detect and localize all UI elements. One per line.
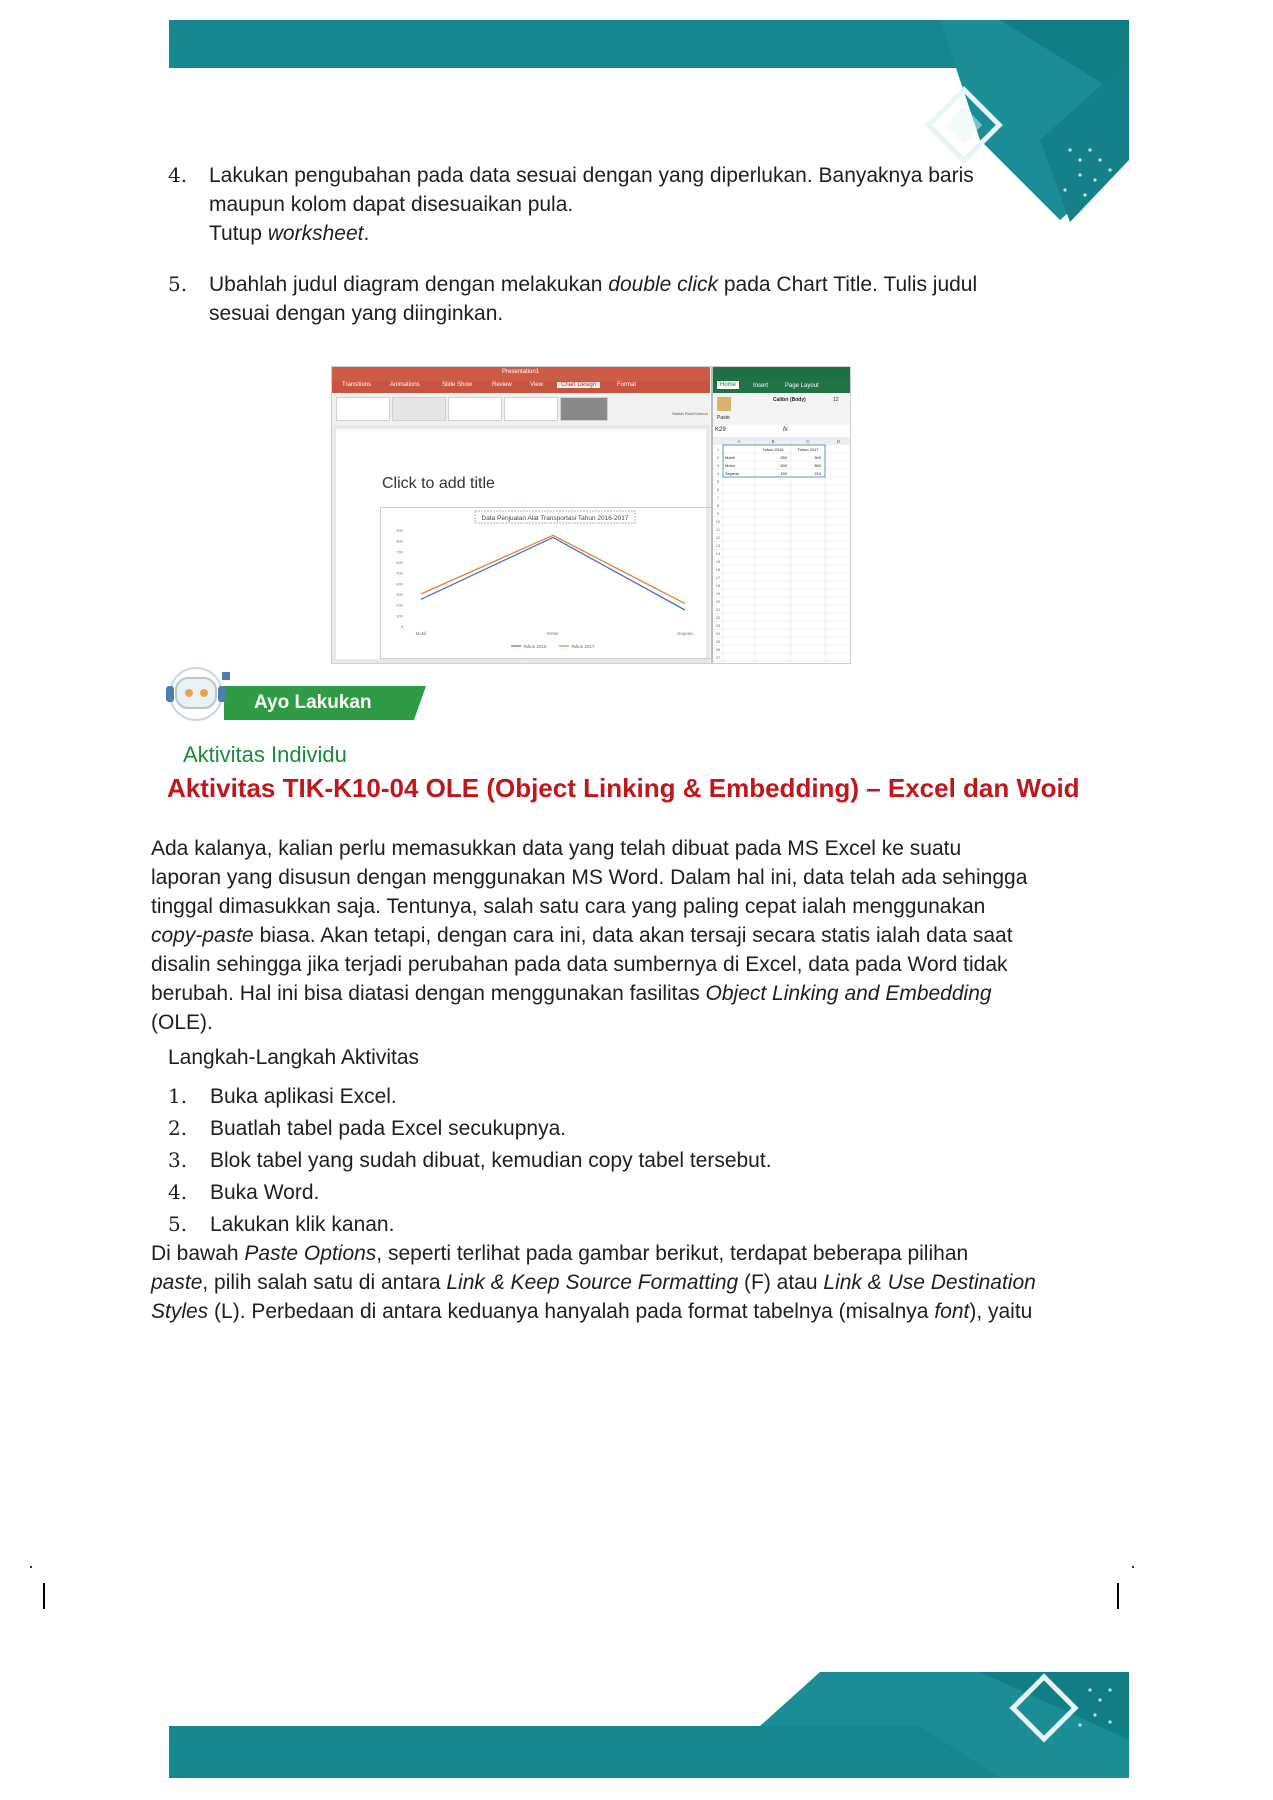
row-number: 5 — [716, 479, 720, 484]
row-number: 11 — [715, 527, 721, 532]
row-number: 14 — [715, 551, 721, 556]
column-header: C — [806, 439, 810, 444]
step-line: Lakukan pengubahan pada data sesuai dengan yang diperlukan. Banyaknya baris — [209, 164, 974, 187]
row-number: 16 — [715, 567, 721, 572]
powerpoint-excel-screenshot — [331, 366, 851, 664]
paragraph-line: Di bawah Paste Options, seperti terlihat pada gambar berikut, terdapat beberapa pilihan — [151, 1242, 969, 1265]
paragraph-line: Styles (L). Perbedaan di antara keduanya hanyalah pada format tabelnya (misalnya font), yaitu — [151, 1300, 1033, 1323]
chart-style-thumb[interactable] — [560, 397, 608, 421]
pp-ribbon — [332, 393, 710, 426]
row-number: 7 — [716, 495, 720, 500]
step-number: 2. — [168, 1116, 188, 1140]
row-number: 24 — [715, 631, 721, 636]
excel-grid[interactable] — [713, 437, 851, 663]
y-tick-label: 200 — [396, 602, 403, 608]
y-tick-label: 900 — [396, 528, 403, 533]
chart-style-thumb[interactable] — [448, 397, 502, 421]
excel-tab-home[interactable]: Home — [717, 381, 739, 389]
pp-tab[interactable]: Format — [617, 382, 637, 388]
badge-label: Ayo Lakukan — [254, 692, 372, 713]
cell: 850 — [814, 463, 821, 468]
column-header: B — [771, 439, 775, 444]
y-tick-label: 400 — [396, 581, 403, 587]
excel-tabs — [713, 381, 851, 393]
paragraph-line: (OLE). — [151, 1011, 213, 1034]
activity-title: Aktivitas TIK-K10-04 OLE (Object Linking & Embedding) – Excel dan Woid — [167, 773, 1080, 803]
title-placeholder[interactable]: Click to add title — [382, 475, 495, 492]
step-text: Buka aplikasi Excel. — [210, 1085, 397, 1108]
step-line: sesuai dengan yang diinginkan. — [209, 302, 504, 325]
y-tick-label: 0 — [400, 624, 403, 629]
row-number: 25 — [715, 639, 721, 644]
pp-window-title: Presentation1 — [502, 369, 540, 375]
excel-ribbon — [713, 393, 851, 426]
column-header-bar — [713, 437, 851, 445]
row-number: 8 — [716, 503, 720, 508]
cell: Sepeda — [725, 471, 739, 476]
row-number: 18 — [715, 583, 721, 588]
step-number: 3. — [168, 1148, 188, 1172]
row-number: 13 — [715, 543, 721, 548]
pp-tab[interactable]: Slide Show — [442, 382, 473, 388]
excel-window — [711, 367, 851, 663]
row-number: 2 — [716, 455, 720, 460]
step-line: maupun kolom dapat disesuaikan pula. — [209, 193, 574, 216]
paragraph-line: berubah. Hal ini bisa diatasi dengan menggunakan fasilitas Object Linking and Embedding — [151, 982, 992, 1005]
step-text: Lakukan klik kanan. — [210, 1213, 395, 1236]
step-text — [209, 270, 977, 328]
steps-heading: Langkah-Langkah Aktivitas — [168, 1046, 420, 1069]
pp-tab-active[interactable]: Chart Design — [557, 382, 600, 388]
excel-titlebar — [713, 367, 851, 381]
slide — [336, 429, 706, 659]
step-number: 5. — [168, 272, 188, 296]
paragraph-line: laporan yang disusun dengan menggunakan MS Word. Dalam hal ini, data telah ada sehingga — [151, 866, 1028, 889]
paste-options-paragraph — [151, 1239, 1161, 1326]
crop-mark — [43, 1583, 45, 1609]
name-box[interactable]: K29 — [715, 427, 726, 433]
column-header: D — [836, 439, 841, 444]
pp-tab[interactable]: Transitions — [342, 382, 372, 388]
y-tick-label: 300 — [396, 592, 403, 597]
font-size-select[interactable]: 12 — [833, 397, 839, 403]
row-number: 10 — [715, 519, 721, 524]
column-header: A — [737, 439, 741, 444]
legend-label: Tahun 2017 — [571, 644, 595, 649]
row-number: 23 — [715, 623, 721, 628]
paragraph-line: Ada kalanya, kalian perlu memasukkan data yang telah dibuat pada MS Excel ke suatu — [151, 837, 962, 860]
step-line: Ubahlah judul diagram dengan melakukan double click pada Chart Title. Tulis judul — [209, 273, 978, 296]
switch-row-column-button[interactable]: Switch Row/Column — [672, 411, 708, 416]
cell: Motor — [725, 463, 736, 468]
row-number: 27 — [715, 655, 721, 660]
row-number: 3 — [716, 463, 720, 468]
legend-label: Tahun 2016 — [523, 644, 547, 649]
chart-title: Data Penjualan Alat Transportasi Tahun 2016-2017 — [481, 515, 629, 522]
pp-titlebar — [332, 367, 710, 381]
cell: 210 — [814, 471, 821, 476]
x-tick-label: Sepeda — [677, 631, 693, 636]
row-number: 21 — [715, 607, 721, 612]
row-number: 1 — [716, 447, 720, 452]
paste-icon[interactable] — [717, 397, 731, 411]
step-text: Buka Word. — [210, 1181, 320, 1204]
cell: Tahun 2016 — [762, 447, 784, 452]
row-number: 19 — [715, 591, 721, 596]
step-number: 4. — [168, 163, 188, 187]
step-text: Buatlah tabel pada Excel secukupnya. — [210, 1117, 567, 1140]
paragraph-line: paste, pilih salah satu di antara Link & Keep Source Formatting (F) atau Link & Use Destination — [151, 1271, 1036, 1294]
pp-ribbon-tabs — [332, 381, 710, 393]
x-tick-label: Mobil — [415, 631, 427, 636]
y-tick-label: 600 — [396, 560, 403, 565]
cell: Tahun 2017 — [797, 447, 819, 452]
intro-paragraph — [151, 834, 1151, 1037]
step-number: 4. — [168, 1180, 188, 1204]
step-text: Blok tabel yang sudah dibuat, kemudian copy tabel tersebut. — [210, 1149, 772, 1172]
series-line — [421, 535, 685, 603]
pp-tab[interactable]: Review — [492, 382, 512, 388]
chart-style-thumb[interactable] — [504, 397, 558, 421]
row-number: 9 — [716, 511, 720, 516]
chart-frame[interactable] — [380, 507, 712, 659]
y-tick-label: 800 — [396, 538, 403, 544]
activity-type: Aktivitas Individu — [183, 742, 347, 767]
series-line — [421, 537, 685, 610]
row-number: 22 — [715, 615, 721, 620]
cell: 300 — [814, 455, 821, 460]
excel-tab-page-layout[interactable]: Page Layout — [785, 383, 819, 389]
row-number: 15 — [715, 559, 721, 564]
cell: 830 — [780, 463, 787, 468]
y-tick-label: 700 — [396, 549, 403, 555]
paragraph-line: copy-paste biasa. Akan tetapi, dengan cara ini, data akan tersaji secara statis ialah data saat — [151, 924, 1013, 947]
paste-label: Paste — [717, 415, 730, 421]
font-select[interactable]: Calibri (Body) — [773, 397, 806, 403]
cell: 150 — [780, 471, 787, 476]
row-number: 6 — [716, 487, 720, 492]
step-number: 1. — [168, 1084, 188, 1108]
pp-tab[interactable]: View — [530, 382, 543, 388]
step-text — [209, 161, 974, 248]
paragraph-line: disalin sehingga jika terjadi perubahan pada data sumbernya di Excel, data pada Word tidak — [151, 953, 1008, 976]
row-number: 12 — [715, 535, 721, 540]
step-line: Tutup worksheet. — [209, 222, 370, 245]
ayo-lakukan-badge — [162, 664, 426, 724]
paragraph-line: tinggal dimasukkan saja. Tentunya, salah satu cara yang paling cepat ialah menggunakan — [151, 895, 986, 918]
fx-icon: fx — [783, 427, 788, 433]
slide-area — [332, 425, 710, 663]
cell: Mobil — [725, 455, 735, 460]
crop-dot — [1132, 1566, 1134, 1568]
y-tick-label: 100 — [396, 613, 403, 619]
x-tick-label: Motor — [547, 631, 559, 636]
row-number: 17 — [715, 575, 721, 580]
chart-style-thumb[interactable] — [336, 397, 390, 421]
bottom-banner — [0, 1650, 1273, 1800]
row-number: 26 — [715, 647, 721, 652]
y-tick-label: 500 — [396, 570, 403, 576]
crop-dot — [30, 1566, 32, 1568]
row-number: 20 — [715, 599, 721, 604]
line-chart — [381, 508, 711, 658]
cell: 250 — [780, 455, 787, 460]
row-number: 4 — [716, 471, 720, 476]
crop-mark — [1117, 1583, 1119, 1609]
pp-tab[interactable]: Animations — [390, 382, 420, 388]
step-number: 5. — [168, 1212, 188, 1236]
excel-tab-insert[interactable]: Insert — [753, 383, 769, 389]
chart-style-thumb[interactable] — [392, 397, 446, 421]
